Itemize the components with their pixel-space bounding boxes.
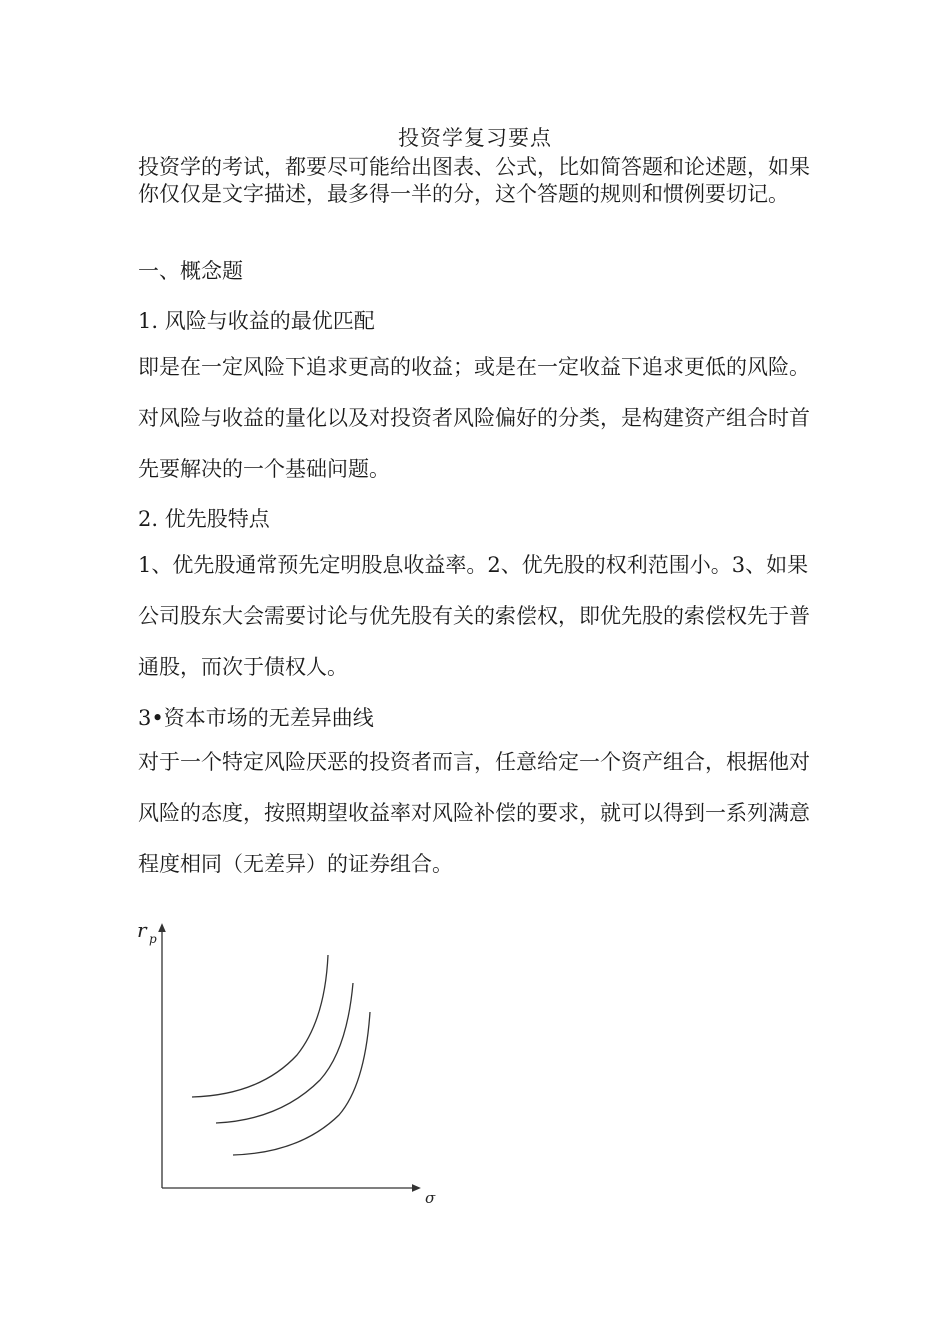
indifference-curve-1 — [192, 955, 328, 1097]
x-axis-label: σ — [425, 1189, 436, 1207]
item-heading-indifference-curve: 3•资本市场的无差异曲线 — [138, 706, 374, 730]
item-body-indifference-curve: 对于一个特定风险厌恶的投资者而言，任意给定一个资产组合，根据他对风险的态度，按照期望收益率对风险补偿的要求，就可以得到一系列满意程度相同（无差异）的证券组合。 — [138, 750, 810, 876]
indifference-curve-3 — [233, 1012, 370, 1155]
y-axis-label: r — [137, 918, 147, 942]
item-heading-risk-return: 1. 风险与收益的最优匹配 — [138, 309, 375, 333]
indifference-curve-figure — [125, 915, 465, 1215]
indifference-curve-2 — [216, 983, 353, 1123]
item-body-risk-return: 即是在一定风险下追求更高的收益；或是在一定收益下追求更低的风险。对风险与收益的量化以及对投资者风险偏好的分类，是构建资产组合时首先要解决的一个基础问题。 — [138, 355, 810, 481]
intro-paragraph: 投资学的考试，都要尽可能给出图表、公式，比如简答题和论述题，如果你仅仅是文字描述，最多得一半的分，这个答题的规则和惯例要切记。 — [138, 155, 810, 206]
section-heading-concepts: 一、概念题 — [138, 259, 243, 283]
item-body-preferred-stock: 1、优先股通常预先定明股息收益率。2、优先股的权利范围小。3、如果公司股东大会需要讨论与优先股有关的索偿权，即优先股的索偿权先于普通股，而次于债权人。 — [138, 553, 810, 679]
item-heading-preferred-stock: 2. 优先股特点 — [138, 507, 270, 531]
page-title: 投资学复习要点 — [398, 126, 552, 150]
y-axis-subscript: p — [149, 932, 157, 946]
